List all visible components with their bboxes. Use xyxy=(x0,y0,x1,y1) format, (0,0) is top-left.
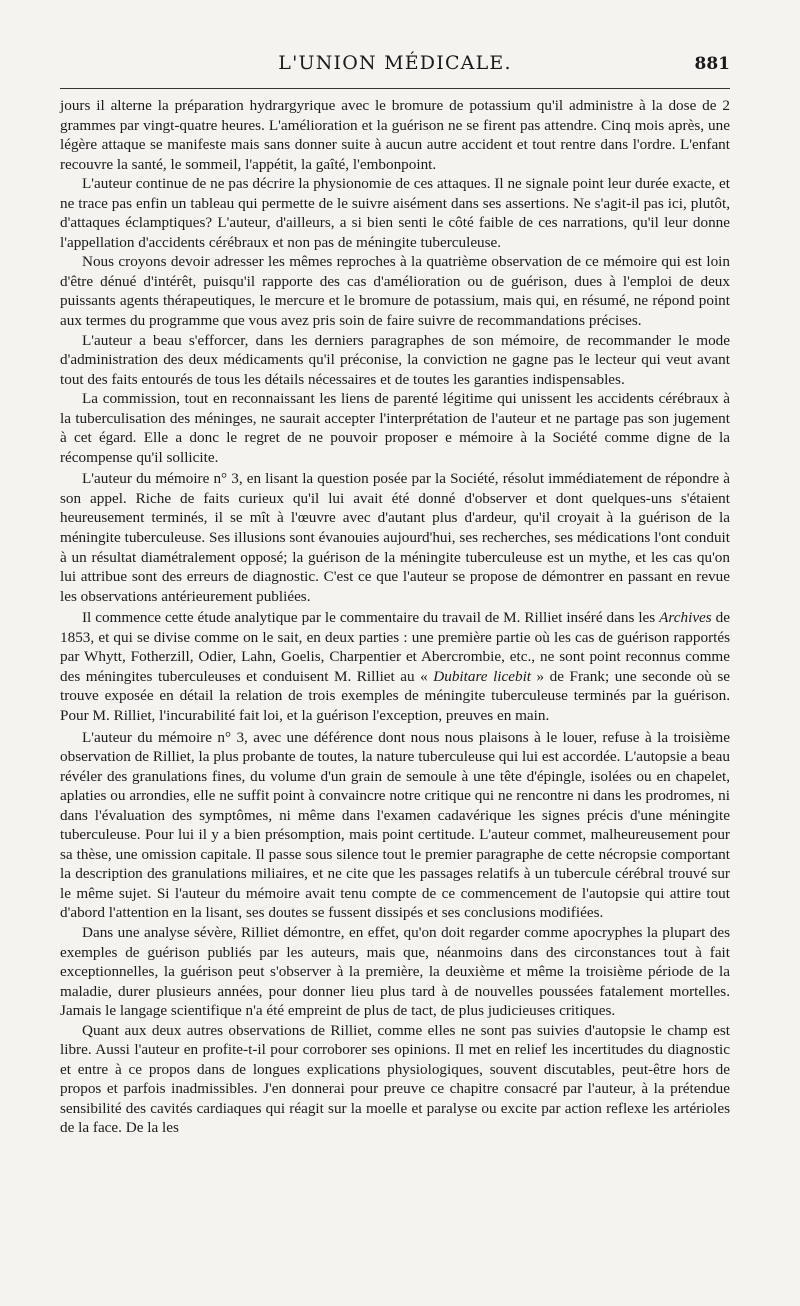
paragraph: La commission, tout en reconnaissant les liens de parenté légitime qui unissent les accidents cérébraux à la tuberculisation des méninges, ne saurait accepter l'interprétation de l'auteur et ne partage pas son jugement à cet égard. Elle a donc le regret de ne pouvoir proposer e mémoire à la Société comme digne de la récompense qu'il sollicite. xyxy=(60,390,730,466)
italic-text: Archives xyxy=(659,609,712,627)
article-body xyxy=(60,96,730,1138)
paragraph: L'auteur du mémoire n° 3, avec une déférence dont nous nous plaisons à le louer, refuse à la troisième observation de Rilliet, la plus probante de toutes, la nature tuberculeuse qui lui est accordée. L'autopsie a beau révéler des granulations fines, du volume d'un grain de semoule à une tête d'épingle, isolées ou en chapelet, aplaties ou arrondies, elle ne suffit point à convaincre notre critique qui ne rencontre ni dans les prodromes, ni dans l'évaluation des symptômes, ni même dans l'examen cadavérique les signes précis d'une méningite tuberculeuse. Pour lui il y a bien présomption, mais point certitude. L'auteur commet, malheureusement pour sa thèse, une omission capitale. Il passe sous silence tout le premier paragraphe de cette nécropsie comportant la description des granulations miliaires, et ne cite que les passages relatifs à un tubercule cérébral trouvé sur le même sujet. Si l'auteur du mémoire avait tenu compte de ce commencement de l'autopsie qui attire tout d'abord l'attention en la lisant, ses doutes se fussent dissipés et ses conclusions modifiées. xyxy=(60,728,730,922)
header-rule xyxy=(60,88,730,89)
paragraph: Dans une analyse sévère, Rilliet démontre, en effet, qu'on doit regarder comme apocryphes la plupart des exemples de guérison publiés par les auteurs, mais que, néanmoins dans des circonstances tout à fait exceptionnelles, la guérison peut s'observer à la première, la deuxième et même la troisième période de la maladie, durer plusieurs années, pour donner lieu plus tard à de nouvelles poussées fatalement mortelles. Jamais le langage scientifique n'a été empreint de plus de tact, de plus judicieuses critiques. xyxy=(60,923,730,1020)
paragraph: L'auteur a beau s'efforcer, dans les derniers paragraphes de son mémoire, de recommander le mode d'administration des deux médicaments qu'il préconise, la conviction ne gagne pas le lecteur qui veut avant tout des faits entourés de tous les détails nécessaires et de toutes les garanties indispensables. xyxy=(60,331,730,388)
journal-title: L'UNION MÉDICALE. xyxy=(278,52,512,74)
page-header xyxy=(60,52,730,86)
page-number: 881 xyxy=(694,54,730,74)
paragraph: Quant aux deux autres observations de Rilliet, comme elles ne sont pas suivies d'autopsie le champ est libre. Aussi l'auteur en profite-t-il pour corroborer ses opinions. Il met en relief les incertitudes du diagnostic et entre à ce propos dans de longues explications physiologiques, souvent discutables, peut-être hors de propos et parfois inadmissibles. J'en donnerai pour preuve ce chapitre consacré par l'auteur, à la prétendue sensibilité des cavités cardiaques qui réagit sur la moelle et paralyse ou excite par action reflexe les artérioles de la face. De la les xyxy=(60,1021,730,1137)
paragraph: jours il alterne la préparation hydrargyrique avec le bromure de potassium qu'il administre à la dose de 2 grammes par vingt-quatre heures. L'amélioration et la guérison ne se firent pas attendre. Cinq mois après, une légère attaque se manifeste mais sans donner suite à aucun autre accident et tout rentre dans l'ordre. L'enfant recouvre la santé, le sommeil, l'appétit, la gaîté, l'embonpoint. xyxy=(60,97,730,173)
paragraph: L'auteur du mémoire n° 3, en lisant la question posée par la Société, résolut immédiatement de répondre à son appel. Riche de faits curieux qu'il lui avait été donné d'observer et dont quelques-uns s'étaient heureusement terminés, il se mît à l'œuvre avec d'autant plus d'ardeur, qu'il croyait à la guérison de la méningite tuberculeuse. Ses illusions sont évanouies aujourd'hui, ses recherches, ses médications l'ont conduit à un résultat diamétralement opposé; la guérison de la méningite tuberculeuse est un mythe, et les cas qu'on lui attribue sont des erreurs de diagnostic. C'est ce que l'auteur se propose de démontrer en passant en revue les observations antérieurement publiées. xyxy=(60,470,730,605)
paragraph: L'auteur continue de ne pas décrire la physionomie de ces attaques. Il ne signale point leur durée exacte, et ne trace pas enfin un tableau qui permette de le suivre aisément dans ses assertions. Ne s'agit-il pas ici, plutôt, d'attaques éclamptiques? L'auteur, d'ailleurs, a si bien senti le côté faible de ces narrations, qu'il leur donne l'appellation d'accidents cérébraux et non pas de méningite tuberculeuse. xyxy=(60,175,730,251)
italic-text: Dubitare licebit xyxy=(433,667,532,685)
paragraph: Il commence cette étude analytique par le commentaire du travail de M. Rilliet inséré dans les Archives de 1853, et qui se divise comme on le sait, en deux parties : une première partie où les cas de guérison rapportés par Whytt, Fotherzill, Odier, Lahn, Goelis, Charpentier et Abercrombie, etc., ne sont point reconnus comme des méningites tuberculeuses et conduisent M. Rilliet au « Dubitare licebit » de Frank; une seconde où se trouve exposée en détail la relation de trois exemples de méningite tuberculeuse terminés par la guérison. Pour M. Rilliet, l'incurabilité fait loi, et la guérison l'exception, preuves en main. xyxy=(60,609,730,724)
paragraph: Nous croyons devoir adresser les mêmes reproches à la quatrième observation de ce mémoire qui est loin d'être dénué d'intérêt, puisqu'il rapporte des cas d'amélioration ou de guérison, dues à l'emploi de deux puissants agents thérapeutiques, le mercure et le bromure de potassium, mais qui, en résumé, ne répond point aux termes du programme que vous avez pris soin de faire suivre de recommandations précises. xyxy=(60,253,730,330)
